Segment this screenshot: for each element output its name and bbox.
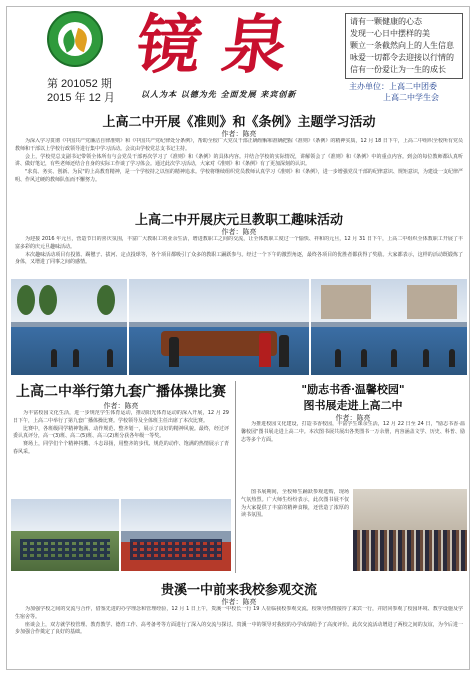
paragraph: 比赛中，各班级同学精神饱满、动作规范、整齐划一，展示了良好的精神风貌。最终，经过评委认真评分，高一(3)班、高二(5)班、高三(2)班分获各年级一等奖。 bbox=[13, 425, 229, 440]
sponsor-line: 上高二中学生会 bbox=[383, 93, 439, 102]
article-body-cont bbox=[241, 489, 349, 571]
sponsor-line: 主办单位：上高二中团委 bbox=[349, 82, 437, 91]
photo-game bbox=[311, 279, 467, 375]
poem-line: 信有一份爱让为一生的成长 bbox=[350, 65, 446, 74]
sponsor-info bbox=[349, 81, 439, 103]
paragraph: 为丰富校园文化生活，进一步规范学生体育运动，推动阳光体育运动的深入开展，12 月 29 日下午，上高二中举行了第九套广播体操比赛。学校领导及全体班主任出席了本次比赛。 bbox=[13, 410, 229, 424]
paragraph: 为深入学习贯彻《中国共产党廉洁自律准则》和《中国共产党纪律处分条例》，帮助全校广大党员干部正确理解和准确把握《准则》《条例》的精神实质，12 月 18 日下午，上高二中组织全校所有党员教师和干部以上学校行政领导进行集中学习活动。会议由学校党总支书记主持。 bbox=[15, 138, 463, 152]
school-motto: 以人为本 以德为先 全面发展 来宾创新 bbox=[141, 90, 297, 99]
article-author: 作者：陈亮 bbox=[335, 414, 371, 422]
poem-line: 发现一心日中摆样的美 bbox=[350, 29, 430, 38]
article-body bbox=[13, 410, 229, 496]
motto-box bbox=[345, 13, 463, 79]
article-title: 上高二中举行第九套广播体操比赛 bbox=[16, 384, 226, 400]
paragraph: 图书展期间，全校师生踊跃参观选购，现场气氛热烈。广大师生纷纷表示，此次图书展不仅为大家提供了丰富的精神食粮，还营造了浓厚的读书氛围。 bbox=[241, 489, 349, 519]
poem-line: 请有一颗健康的心态 bbox=[350, 17, 422, 26]
newspaper-title: 镜泉 bbox=[131, 8, 315, 83]
article-body bbox=[241, 421, 465, 487]
article-author: 作者：陈亮 bbox=[221, 130, 257, 138]
photo-exercise-2 bbox=[121, 499, 231, 571]
article-author: 作者：陈亮 bbox=[103, 402, 139, 410]
issue-number: 第 201052 期 bbox=[47, 78, 112, 90]
article-author: 作者：陈亮 bbox=[221, 598, 257, 606]
article-body bbox=[15, 138, 463, 204]
article-author: 作者：陈亮 bbox=[221, 228, 257, 236]
article-title: 上高二中开展《准则》和《条例》主题学习活动 bbox=[102, 115, 376, 130]
photo-activity bbox=[129, 279, 309, 375]
article-title: 贵溪一中前来我校参观交流 bbox=[160, 583, 317, 598]
photo-exercise-1 bbox=[11, 499, 119, 571]
article-body bbox=[15, 236, 463, 276]
paragraph: 会上，学校党总支副书记带领全体所有与会党员干部再次学习了《准则》和《条例》的具体内容。并结合学校的实际情况，讲解领会了《准则》和《条例》中的重点内容。到会的每位教师都认真听讲、做好笔记，有些老师还结合自身的实际工作谈了学习体会。通过此次学习活动，大家对《准则》和《条例》有了更加深刻的认识。 bbox=[15, 153, 463, 168]
column-divider bbox=[235, 381, 236, 573]
paragraph: "求真、务实、创新、为民"的上高教育精神，是一个学校持之以恒的精神追求。学校将继续组织党员教师认真学习《准则》和《条例》，进一步增强党员干部的纪律意识、规矩意识，为建设一支纪律严明、作风过硬的教师队伍而不懈努力。 bbox=[15, 169, 463, 183]
photo-bookfair bbox=[353, 489, 467, 571]
paragraph: 为迎接 2016 年元旦，营造节日的喜庆氛围，丰富广大教职工的业余生活，增进教职工之间的交流，让全体教职工度过一个愉快、祥和的元旦，12 月 31 日下午，上高二中组织全体教职工开展了丰富多彩的庆元旦趣味活动。 bbox=[15, 236, 463, 250]
poem-line: 咏爱一切都令去迎接以行情的 bbox=[350, 53, 454, 62]
article-title-line2: 图书展走进上高二中 bbox=[303, 399, 403, 412]
article-title: 上高二中开展庆元旦教职工趣味活动 bbox=[134, 213, 343, 228]
issue-info bbox=[47, 77, 115, 105]
paragraph: 为推进校园文化建设，打造书香校园，丰富学生课余生活，12 月 22 日至 24 日，"励志书香·温馨校园"图书展走进上高二中。本次图书展共展出各类图书一万余册，内容涵盖文学、历史、科普、励志等多个方面。 bbox=[241, 421, 465, 443]
photo-campus bbox=[11, 279, 127, 375]
poem-line: 颗立一条截然向上的人生信息 bbox=[350, 41, 454, 50]
paragraph: 座谈会上，双方就学校管理、教育教学、德育工作、高考备考等方面进行了深入的交流与探讨。贵溪一中的领导对我校的办学成绩给予了高度评价。此次交流活动增进了两校之间的友谊，为今后进一步加强合作奠定了良好的基础。 bbox=[15, 621, 463, 636]
paragraph: 本次趣味活动项目有投篮、踢毽子、拔河、定点投球等，各个项目都吸引了众多的教职工踊跃参与。经过一个下午的激烈角逐，最终各项目的优胜者都获得了奖励。大家都表示，这样的活动既锻炼了身体，又增进了同事之间的感情。 bbox=[15, 251, 463, 266]
masthead bbox=[7, 7, 470, 107]
school-logo bbox=[47, 11, 103, 67]
issue-date: 2015 年 12 月 bbox=[47, 92, 115, 104]
article-body bbox=[15, 606, 463, 664]
paragraph: 为加强学校之间的交流与合作，借鉴先进的办学理念和管理经验，12 月 1 日上午，贵溪一中校长一行 19 人莅临我校参观交流。校领导热情接待了来宾一行，并陪同参观了校园环境、教学设施及学生宿舍等。 bbox=[15, 606, 463, 620]
article-title-line1: "励志书香·温馨校园" bbox=[301, 383, 405, 396]
paragraph: 赛场上，同学们个个精神抖擞、斗志昂扬，用整齐的步伐、规范的动作、饱满的热情展示了青春风采。 bbox=[13, 441, 229, 455]
newspaper-page bbox=[6, 6, 470, 670]
